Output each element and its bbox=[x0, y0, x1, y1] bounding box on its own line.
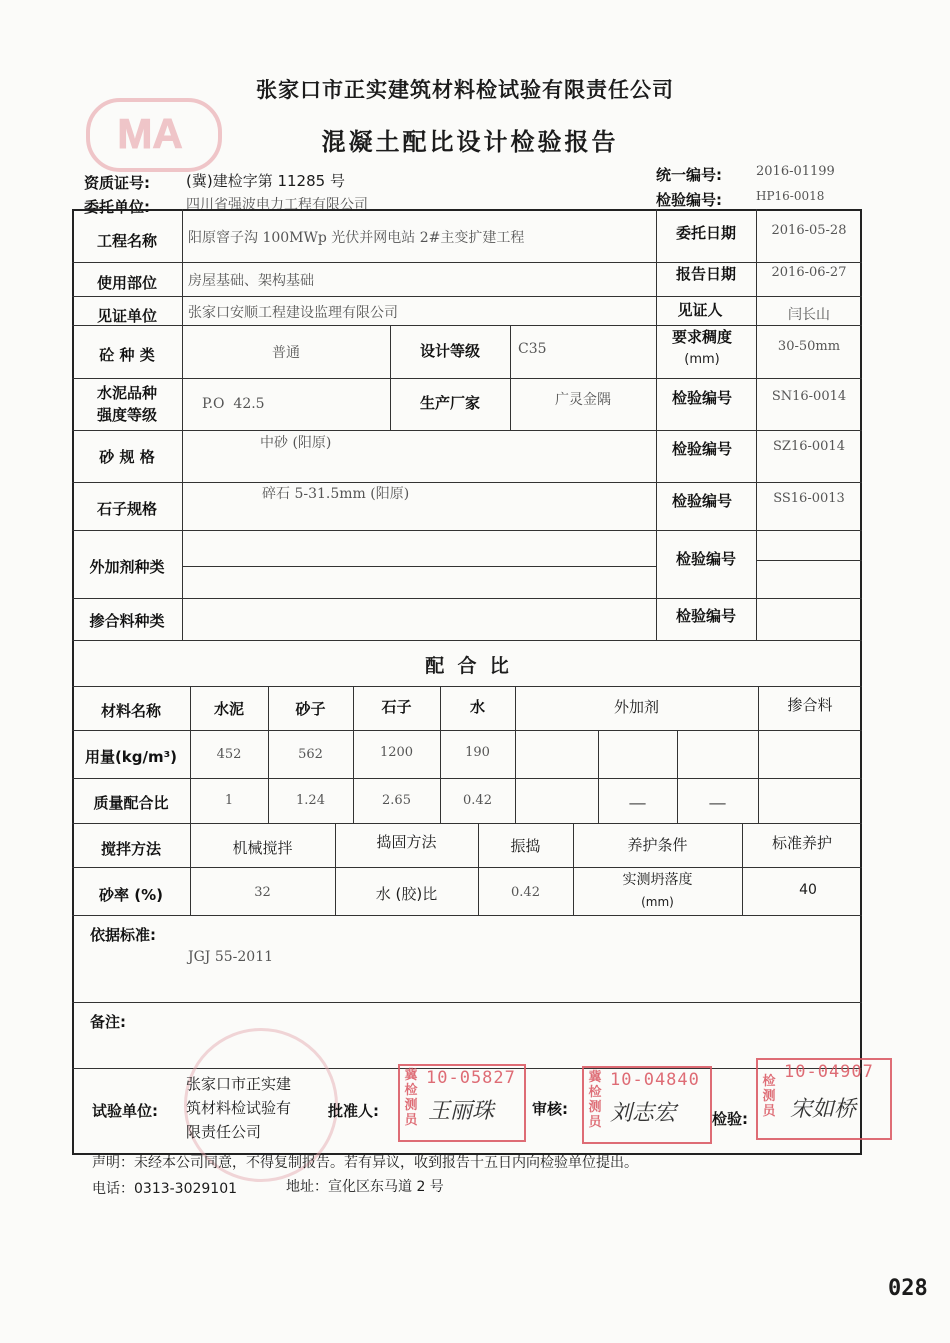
test-unit-label: 试验单位: bbox=[92, 1102, 158, 1120]
approver-signature: 王丽珠 bbox=[428, 1099, 495, 1124]
footer-phone: 电话：0313-3029101 bbox=[92, 1181, 238, 1197]
manufacturer-value: 广灵金隅 bbox=[555, 392, 611, 408]
unified-no-value: 2016-01199 bbox=[756, 164, 835, 179]
remarks-label: 备注: bbox=[90, 1013, 126, 1031]
cement-value: P.O 42.5 bbox=[202, 396, 265, 412]
ratio-admixture-dash-2: — bbox=[708, 792, 727, 814]
ratio-admixture-dash-1: — bbox=[628, 792, 647, 814]
footer-statement: 声明：未经本公司同意，不得复制报告。若有异议，收到报告十五日内向检验单位提出。 bbox=[92, 1155, 638, 1171]
report-date-label: 报告日期 bbox=[675, 264, 736, 283]
commission-date-label: 委托日期 bbox=[675, 223, 736, 242]
sand-value: 中砂 (阳原) bbox=[260, 435, 332, 451]
mix-header-cement: 水泥 bbox=[213, 699, 244, 718]
mineral-check-label: 检验编号 bbox=[675, 606, 736, 625]
usage-label: 使用部位 bbox=[96, 273, 157, 292]
admixture-check-label: 检验编号 bbox=[675, 549, 736, 568]
witness-unit-label: 见证单位 bbox=[96, 306, 157, 325]
mixing-label: 搅拌方法 bbox=[100, 839, 161, 858]
project-value: 阳原窨子沟 100MWp 光伏并网电站 2#主变扩建工程 bbox=[188, 230, 525, 246]
sand-ratio-value: 32 bbox=[254, 884, 271, 900]
reviewer-signature: 刘志宏 bbox=[610, 1101, 677, 1126]
mineral-label: 掺合料种类 bbox=[89, 611, 165, 630]
commission-date-value: 2016-05-28 bbox=[771, 222, 847, 238]
inspection-no-value: HP16-0018 bbox=[756, 189, 825, 203]
usage-value: 房屋基础、架构基础 bbox=[188, 273, 314, 289]
unified-no-label: 统一编号: bbox=[656, 166, 722, 184]
stamp-title-2: 冀检测员 bbox=[588, 1070, 602, 1130]
slump-measured-line2: (mm) bbox=[641, 895, 674, 909]
test-unit-name bbox=[186, 1072, 291, 1144]
slump-req-unit: (mm) bbox=[684, 351, 720, 367]
basis-value: JGJ 55-2011 bbox=[188, 949, 274, 965]
cement-check-label: 检验编号 bbox=[671, 388, 732, 407]
ratio-cement: 1 bbox=[224, 792, 234, 808]
design-grade-label: 设计等级 bbox=[419, 341, 480, 360]
ratio-sand: 1.24 bbox=[296, 792, 325, 808]
mix-header-material: 材料名称 bbox=[100, 701, 161, 720]
client-value: 四川省强波电力工程有限公司 bbox=[186, 197, 368, 213]
slump-measured-label bbox=[573, 868, 742, 914]
witness-label: 见证人 bbox=[677, 300, 723, 319]
inspection-no-label: 检验编号: bbox=[656, 191, 722, 209]
wb-ratio-label: 水 (胶)比 bbox=[375, 884, 438, 903]
project-label: 工程名称 bbox=[96, 231, 157, 250]
stamp-title-1: 冀检测员 bbox=[404, 1068, 418, 1128]
logo-text: MA bbox=[117, 110, 183, 157]
witness-value: 闫长山 bbox=[788, 307, 830, 323]
stamp-title-3: 检测员 bbox=[762, 1074, 776, 1119]
usage-stone: 1200 bbox=[379, 744, 414, 760]
approver-label: 批准人: bbox=[328, 1102, 379, 1120]
slump-measured-value: 40 bbox=[799, 882, 817, 898]
test-unit-line2: 筑材料检试验有 bbox=[186, 1099, 292, 1117]
reviewer-label: 审核: bbox=[532, 1100, 568, 1118]
stone-check-label: 检验编号 bbox=[671, 491, 732, 510]
sand-ratio-label: 砂率 (%) bbox=[99, 885, 163, 904]
inspector-signature: 宋如桥 bbox=[790, 1097, 857, 1122]
cement-check-value: SN16-0014 bbox=[771, 388, 847, 404]
usage-row-label: 用量(kg/m³) bbox=[84, 747, 178, 766]
report-title: 混凝土配比设计检验报告 bbox=[321, 128, 619, 156]
stone-label: 石子规格 bbox=[96, 499, 157, 518]
stone-check-value: SS16-0013 bbox=[773, 490, 845, 506]
cement-label bbox=[72, 380, 182, 428]
footer-address: 地址：宣化区东马道 2 号 bbox=[286, 1179, 444, 1195]
compaction-value: 振捣 bbox=[510, 836, 541, 855]
mixing-value: 机械搅拌 bbox=[232, 838, 293, 857]
test-unit-line1: 张家口市正实建 bbox=[186, 1075, 292, 1093]
cement-label-line1: 水泥品种 bbox=[96, 384, 157, 402]
witness-unit-value: 张家口安顺工程建设监理有限公司 bbox=[188, 305, 398, 321]
ratio-water: 0.42 bbox=[463, 792, 492, 808]
compaction-label: 捣固方法 bbox=[376, 832, 437, 851]
stamp-number-3: 10-04907 bbox=[784, 1062, 874, 1082]
stone-value: 碎石 5-31.5mm (阳原) bbox=[262, 486, 410, 502]
mix-header-sand: 砂子 bbox=[295, 699, 326, 718]
concrete-type-label: 砼 种 类 bbox=[99, 345, 155, 364]
qualification-label: 资质证号: bbox=[84, 174, 150, 192]
cement-label-line2: 强度等级 bbox=[96, 406, 157, 424]
company-name: 张家口市正实建筑材料检试验有限责任公司 bbox=[256, 78, 674, 102]
qualification-value: (冀)建检字第 11285 号 bbox=[186, 172, 345, 190]
manufacturer-label: 生产厂家 bbox=[419, 393, 480, 412]
stamp-number-2: 10-04840 bbox=[610, 1070, 700, 1090]
inspector-label: 检验: bbox=[712, 1110, 748, 1128]
mix-header-admixture: 外加剂 bbox=[613, 697, 659, 716]
stamp-number-1: 10-05827 bbox=[426, 1068, 516, 1088]
curing-value: 标准养护 bbox=[771, 833, 832, 852]
usage-sand: 562 bbox=[298, 746, 323, 762]
wb-ratio-value: 0.42 bbox=[511, 884, 540, 900]
admixture-label: 外加剂种类 bbox=[89, 557, 165, 576]
mix-section-title: 配 合 比 bbox=[425, 654, 509, 677]
slump-req-value: 30-50mm bbox=[777, 338, 841, 354]
slump-measured-line1: 实测坍落度 bbox=[622, 872, 693, 888]
usage-water: 190 bbox=[465, 744, 490, 760]
client-label: 委托单位: bbox=[84, 198, 150, 216]
ratio-row-label: 质量配合比 bbox=[93, 793, 169, 812]
slump-req-label: 要求稠度 bbox=[671, 327, 732, 346]
mix-header-water: 水 bbox=[469, 697, 485, 716]
sand-check-label: 检验编号 bbox=[671, 439, 732, 458]
test-unit-line3: 限责任公司 bbox=[186, 1123, 262, 1141]
page-number: 028 bbox=[888, 1276, 928, 1301]
basis-label: 依据标准: bbox=[90, 926, 156, 944]
ratio-stone: 2.65 bbox=[382, 792, 411, 808]
sand-check-value: SZ16-0014 bbox=[773, 438, 845, 454]
mix-header-mineral: 掺合料 bbox=[787, 695, 833, 714]
ma-logo bbox=[86, 98, 222, 172]
curing-label: 养护条件 bbox=[627, 835, 688, 854]
concrete-type-value: 普通 bbox=[272, 345, 300, 361]
design-grade-value: C35 bbox=[518, 341, 547, 357]
mix-header-stone: 石子 bbox=[381, 697, 412, 716]
usage-cement: 452 bbox=[216, 746, 242, 762]
report-date-value: 2016-06-27 bbox=[771, 264, 847, 280]
sand-label: 砂 规 格 bbox=[99, 447, 155, 466]
